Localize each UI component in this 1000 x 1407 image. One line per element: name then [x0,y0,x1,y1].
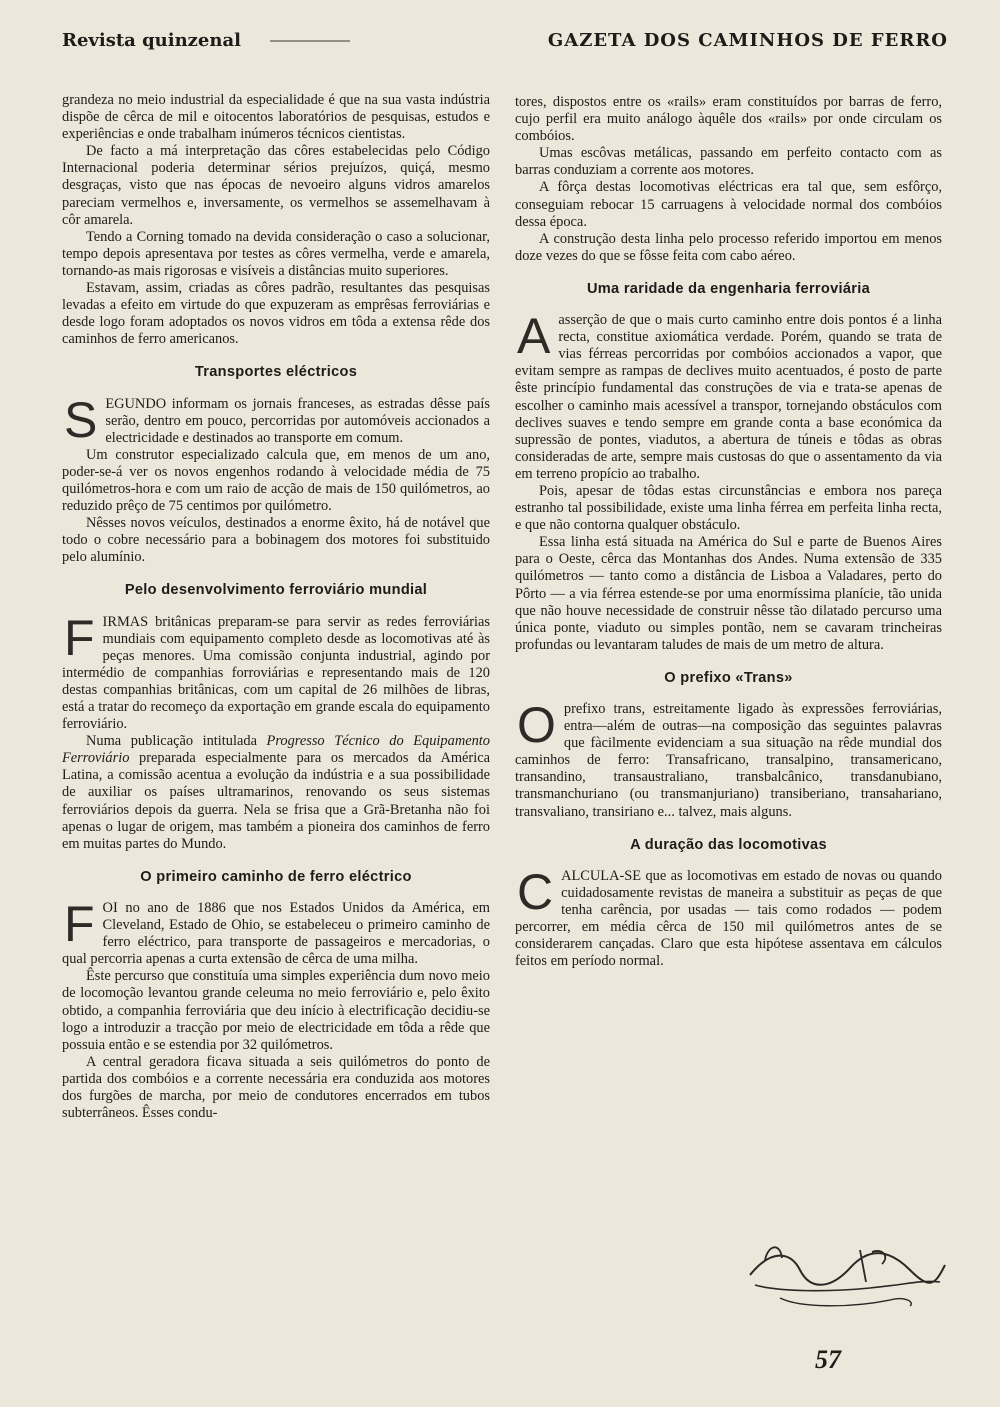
drop-cap: A [517,308,551,365]
paragraph: Tendo a Corning tomado na devida consideração o caso a solucionar, tempo depois apresentava por testes as côres vermelha, verde e amarela, tornando-as mais rigorosas e visíveis a distâncias muito superiores. [62,228,490,279]
paragraph [62,733,490,853]
right-column [515,94,942,970]
paragraph-text: ALCULA-SE que as locomotivas em estado de novas ou quando cuidadosamente revistas de maneira a substituir as peças de que tenha carência, por usadas — tais como rodados — podem percorrer, em média cêrca de 150 mil quilómetros antes de se considerarem cançadas. Claro que esta hipótese assentava em cálculos feitos em período normal. [515,867,942,970]
drop-cap: F [64,609,95,666]
author-signature [740,1230,950,1310]
paragraph: Pois, apesar de tôdas estas circunstâncias e embora nos pareça estranho tal possibilidade, existe uma linha férrea em perfeita linha recta, e que não contorna qualquer obstáculo. [515,482,942,534]
paragraph-text: prefixo trans, estreitamente ligado às expressões ferroviárias, entra—além de outras—na composição das seguintes palavras que fàcilmente evidenciam a sua situação na rêde mundial dos caminhos de ferro: Transafricano, transalpino, transamericano, transandino, transaustraliano, transbalcânico, transdanubiano, transmanchuriano (ou transmanjuriano) transiberiano, transahariano, transvaliano, transiriano e... talvez, mais alguns. [515,701,942,820]
paragraph [515,863,942,971]
running-head-right: GAZETA DOS CAMINHOS DE FERRO [547,30,948,51]
paragraph-text: OI no ano de 1886 que nos Estados Unidos da América, em Cleveland, Estado de Ohio, se estabeleceu o primeiro caminho de ferro eléctrico, para transporte de passageiros e mercadorias, o qual percorria apenas a curta extensão de cêrca de uma milha. [62,899,490,968]
paragraph [515,308,942,483]
paragraph: De facto a má interpretação das côres estabelecidas pelo Código Internacional poderia determinar sérios prejuízos, quiçá, mesmo desgraças, visto que nas épocas de nevoeiro alguns vidros amarelos pareciam vermelhos e, inversamente, os vermelhos se assemelhavam à côr amarela. [62,143,490,228]
paragraph: tores, dispostos entre os «rails» eram constituídos por barras de ferro, cujo perfil era muito análogo àquêle dos «rails» por onde circulam os combóios. [515,94,942,145]
paragraph-text: EGUNDO informam os jornais franceses, as estradas dêsse país serão, dentro em pouco, percorridas por automóveis accionados a electricidade e destinados ao transporte em comum. [105,395,490,446]
paragraph: grandeza no meio industrial da especialidade é que na sua vasta indústria dispõe de cêrca de mil e oitocentos laboratórios de pesquisas, estudos e experiências e onde trabalham inúmeros técnicos cientistas. [62,92,490,143]
paragraph-text: preparada especialmente para os mercados da América Latina, a comissão acentua a evolução da indústria e a sua possibilidade de auxiliar os países ultramarinos, renovando os seus sistemas ferroviários depois da guerra. Nela se frisa que a Grã-Bretanha não foi apenas o lugar de origem, mas também a pioneira dos caminhos de ferro em muitas partes do Mundo. [62,750,490,852]
paragraph: A fôrça destas locomotivas eléctricas era tal que, sem esfôrço, conseguiam rebocar 15 carruagens à velocidade normal dos combóios dessa época. [515,179,942,230]
paragraph [62,895,490,968]
paragraph: A construção desta linha pelo processo referido importou em menos doze vezes do que se fôsse feita com cabo aéreo. [515,230,942,264]
section-heading: Pelo desenvolvimento ferroviário mundial [124,582,428,599]
section-heading: A duração das locomotivas [630,836,827,853]
drop-cap: F [64,895,95,952]
publication-title: Progresso Técnico do Equipamento Ferroviário [62,733,490,767]
paragraph: Estavam, assim, criadas as côres padrão, resultantes das pesquisas levadas a efeito em virtude do que expuzeram as emprêsas ferroviárias e desde logo foram adoptados os novos vidros em tôda a extensa rêde dos caminhos de ferro americanos. [62,280,490,348]
paragraph-text: Numa publicação intitulada [86,733,267,750]
paragraph [62,609,490,734]
drop-cap: S [64,391,98,448]
left-column [62,92,490,1122]
paragraph: Nêsses novos veículos, destinados a enorme êxito, há de notável que todo o cobre necessário para a bobinagem dos motores foi substituido pelo alumínio. [62,515,490,566]
section-heading: Uma raridade da engenharia ferroviária [586,280,871,297]
paragraph: Umas escôvas metálicas, passando em perfeito contacto com as barras conduziam a corrente aos motores. [515,145,942,179]
paragraph [62,391,490,448]
paragraph-text: asserção de que o mais curto caminho entre dois pontos é a linha recta, constitue axiomática verdade. Porém, quando se trata de vias férreas percorridas por combóios accionados a vapor, que evitam sempre as rampas de declives muito acentuados, é posto de parte êste princípio fundamental das construções de via e trata-se apenas de escolher o caminho mais acessível a transpor, tornejando obstáculos com declives suaves e tendo sempre em grande conta a base económica da supressão de pontes, viadutos, a abertura de túneis e tôdas as obras consideradas de arte, sempre mais custosas do que o assentamento da via em terreno propício ao trabalho. [515,312,942,482]
drop-cap: C [517,863,554,920]
paragraph: Êste percurso que constituía uma simples experiência dum novo meio de locomoção levantou grande celeuma no meio ferroviário e, pelo êxito obtido, a companhia ferroviária que deu início à electrificação decidiu-se logo a introduzir a tracção por meio de electricidade em tôda a rêde que possuia então e se estendia por 32 quilómetros. [62,968,490,1053]
paragraph: A central geradora ficava situada a seis quilómetros do ponto de partida dos combóios e a corrente necessária era conduzida aos motores dos furgões de marcha, por meio de condutores encerrados em tubos subterrâneos. Êsses condu- [62,1053,490,1122]
drop-cap: O [517,697,556,753]
section-heading: O prefixo «Trans» [664,669,793,686]
page-number: 57 [815,1345,841,1374]
paragraph: Essa linha está situada na América do Sul e parte de Buenos Aires para o Oeste, cêrca das Montanhas dos Andes. Numa extensão de 335 quilómetros — tanto como a distância de Lisboa a Valadares, perto do Pôrto — a via férrea estende-se por uma enormíssima planície, tão unida que não houve necessidade de construir nêsse tão dilatado percurso uma única ponte, viaduto ou simples pontão, nem se cavaram trincheiras profundas ou levantaram taludes de mais de um metro de altura. [515,534,942,653]
paragraph: Um construtor especializado calcula que, em menos de um ano, poder-se-á ver os novos engenhos rodando à velocidade média de 75 quilómetros-hora e com um raio de acção de mais de 150 quilómetros, ao reduzido prêço de 75 centimos por quilómetro. [62,446,490,515]
section-heading: O primeiro caminho de ferro eléctrico [140,868,412,885]
header-ornament [270,40,350,42]
running-head-left: Revista quinzenal [62,30,241,51]
paragraph [515,697,942,821]
paragraph-text: IRMAS britânicas preparam-se para servir as redes ferroviárias mundiais com equipamento completo desde as locomotivas até às peças menores. Uma comissão conjunta industrial, agindo por intermédio de companhias forroviárias e representando mais de 120 destas companhias britânicas, com um capital de 26 milhões de libras, está a tratar do recomeço da exportação em grande escala do equipamento ferroviário. [62,613,490,733]
section-heading: Transportes eléctricos [194,364,358,381]
